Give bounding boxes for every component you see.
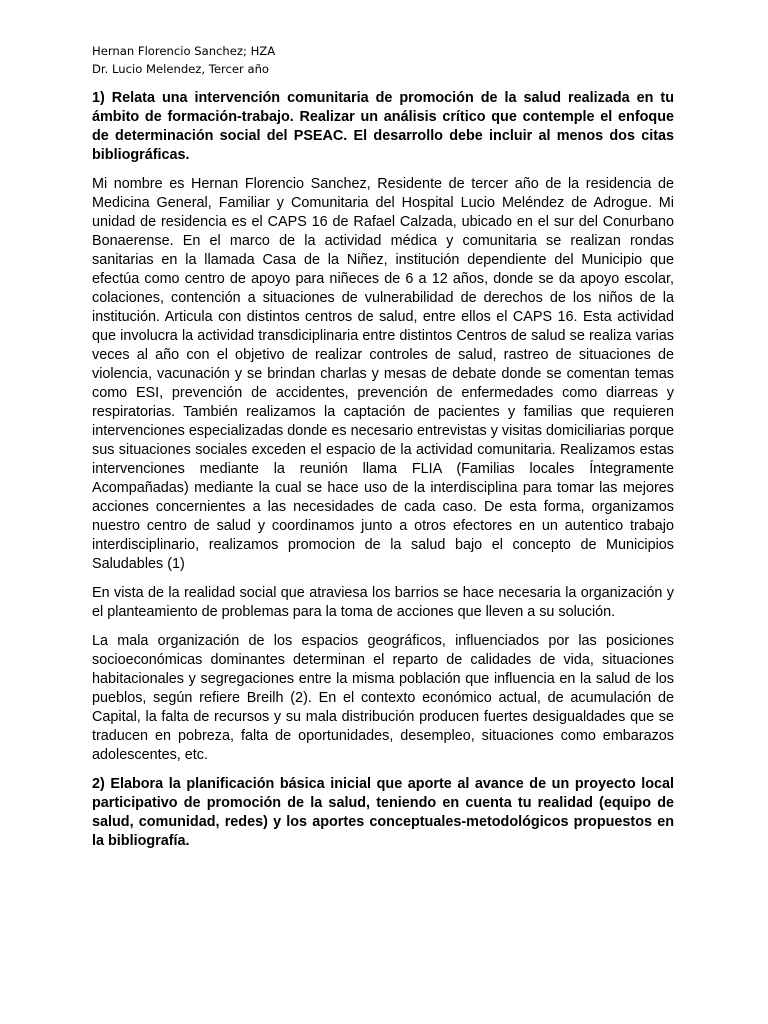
paragraph-social-reality: En vista de la realidad social que atraviesa los barrios se hace necesaria la organización y el planteamiento de problemas para la toma de acciones que lleven a su solución. (92, 585, 674, 620)
document-header (92, 42, 674, 78)
paragraph-intervention: Mi nombre es Hernan Florencio Sanchez, Residente de tercer año de la residencia de Medicina General, Familiar y Comunitaria del Hospital Lucio Meléndez de Adrogue. Mi unidad de residencia es el CAPS 16 de Rafael Calzada, ubicado en el sur del Conurbano Bonaerense. En el marco de la actividad médica y comunitaria se realizan rondas sanitarias en la llamada Casa de la Niñez, institución dependiente del Municipio que efectúa como centro de apoyo para niñeces de 6 a 12 años, donde se da apoyo escolar, colaciones, contención a situaciones de vulnerabilidad de derechos de los niños de la institución. Articula con distintos centros de salud, entre ellos el CAPS 16. Esta actividad que involucra la actividad transdiciplinaria entre distintos Centros de salud se realiza varias veces al año con el objetivo de realizar controles de salud, rastreo de situaciones de violencia, vacunación y se brindan charlas y mesas de debate donde se comentan temas como ESI, prevención de accidentes, prevención de enfermedades como diarreas y respiratorias. También realizamos la captación de pacientes y familias que requieren intervenciones especializadas donde es necesario entrevistas y visitas domiciliarias porque sus situaciones sociales exceden el espacio de la actividad comunitaria. Realizamos estas intervenciones mediante la reunión llama FLIA (Familias locales Íntegramente Acompañadas) mediante la cual se hace uso de la interdisciplina para tomar las mejores acciones concernientes a las necesidades de cada caso. De esta forma, organizamos nuestro centro de salud y coordinamos junto a otros efectores en un autentico trabajo interdisciplinario, realizamos promocion de la salud bajo el concepto de Municipios Saludables (1) (92, 176, 674, 572)
document-page (92, 42, 674, 861)
question-1-heading: 1) Relata una intervención comunitaria de promoción de la salud realizada en tu ámbito de formación-trabajo. Realizar un análisis crítico que contemple el enfoque de determinación social del PSEAC. El desarrollo debe incluir al menos dos citas bibliográficas. (92, 90, 674, 163)
question-2-heading: 2) Elabora la planificación básica inicial que aporte al avance de un proyecto local participativo de promoción de la salud, teniendo en cuenta tu realidad (equipo de salud, comunidad, redes) y los aportes conceptuales-metodológicos propuestos en la bibliografía. (92, 776, 674, 849)
supervisor-line: Dr. Lucio Melendez, Tercer año (92, 62, 270, 76)
author-line: Hernan Florencio Sanchez; HZA (92, 44, 276, 58)
paragraph-geographic-organization: La mala organización de los espacios geográficos, influenciados por las posiciones socioeconómicas dominantes determinan el reparto de calidades de vida, situaciones habitacionales y segregaciones entre la misma población que influencia en la salud de los pueblos, según refiere Breilh (2). En el contexto económico actual, de acumulación de Capital, la falta de recursos y su mala distribución producen fuertes desigualdades que se traducen en pobreza, falta de oportunidades, desempleo, situaciones como embarazos adolescentes, etc. (92, 633, 674, 763)
